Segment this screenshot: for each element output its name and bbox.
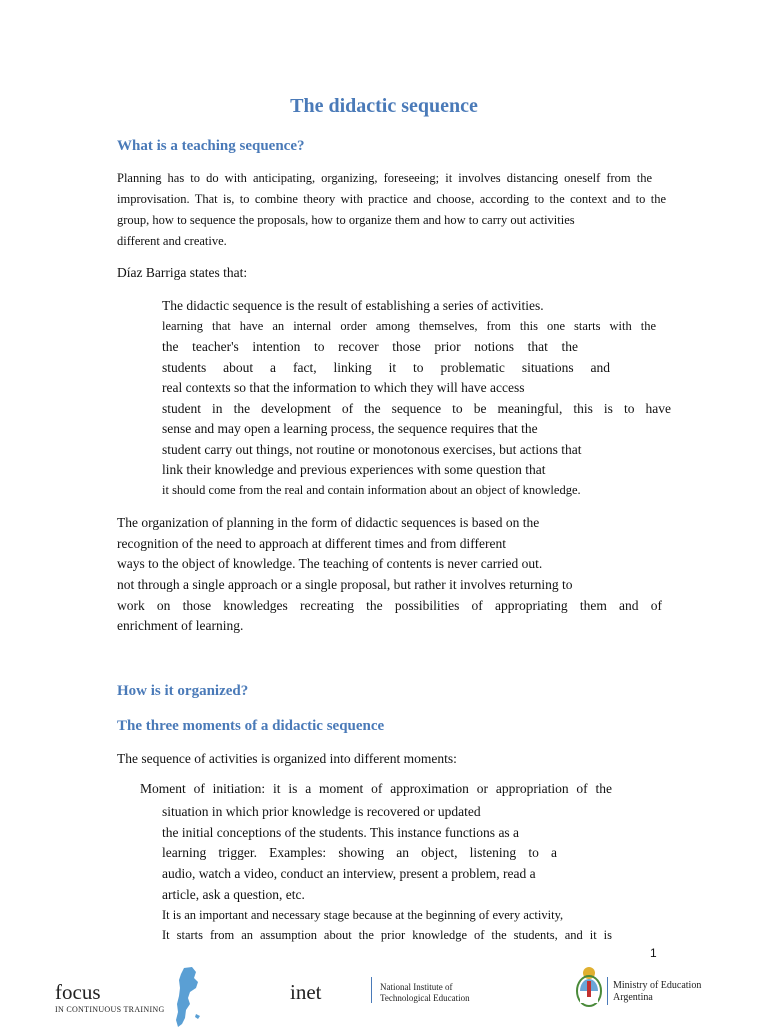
moment-line: audio, watch a video, conduct an interview, present a problem, read a — [162, 866, 536, 881]
inet-name — [380, 982, 470, 1004]
quote-line: real contexts so that the information to which they will have access — [162, 380, 525, 395]
section-heading-teaching-sequence: What is a teaching sequence? — [117, 138, 305, 154]
quote-line: learning that have an internal order among themselves, from this one starts with the — [162, 319, 656, 333]
quote-line: the teacher's intention to recover those prior notions that the — [162, 339, 578, 354]
paragraph-line: work on those knowledges recreating the possibilities of appropriating them and of — [117, 598, 662, 613]
ministry-name-line: Ministry of Education — [613, 980, 702, 991]
paragraph-line: not through a single approach or a single proposal, but rather it involves returning to — [117, 577, 573, 592]
paragraph-line: enrichment of learning. — [117, 618, 244, 633]
focus-tagline: IN CONTINUOUS TRAINING — [55, 1005, 165, 1014]
moment-line: article, ask a question, etc. — [162, 887, 305, 902]
paragraph-line: Planning has to do with anticipating, organizing, foreseeing; it involves distancing oneself from the — [117, 171, 652, 185]
moment-line: It starts from an assumption about the prior knowledge of the students, and it is — [162, 928, 612, 942]
document-title: The didactic sequence — [290, 95, 478, 117]
paragraph-line: group, how to sequence the proposals, how to organize them and how to carry out activities — [117, 213, 575, 227]
paragraph-line: ways to the object of knowledge. The teaching of contents is never carried out. — [117, 556, 543, 571]
ministry-name-line: Argentina — [613, 992, 653, 1003]
argentina-map-icon — [170, 966, 204, 1028]
moments-intro: The sequence of activities is organized into different moments: — [117, 751, 457, 766]
section-heading-how-organized: How is it organized? — [117, 683, 249, 699]
moment-line: It is an important and necessary stage because at the beginning of every activity, — [162, 908, 564, 922]
diaz-intro: Díaz Barriga states that: — [117, 265, 248, 280]
inet-name-line: National Institute of — [380, 982, 453, 992]
quote-line: it should come from the real and contain information about an object of knowledge. — [162, 483, 581, 497]
moment-line: situation in which prior knowledge is recovered or updated — [162, 804, 481, 819]
page-number: 1 — [650, 946, 657, 960]
paragraph-line: The organization of planning in the form of didactic sequences is based on the — [117, 515, 540, 530]
divider — [607, 977, 608, 1005]
moment-line: the initial conceptions of the students. This instance functions as a — [162, 825, 520, 840]
inet-logo: inet — [290, 980, 322, 1004]
quote-line: link their knowledge and previous experiences with some question that — [162, 462, 546, 477]
paragraph-line: improvisation. That is, to combine theory with practice and choose, according to the context and to the — [117, 192, 666, 206]
inet-name-line: Technological Education — [380, 993, 470, 1003]
quote-line: sense and may open a learning process, the sequence requires that the — [162, 421, 538, 436]
focus-logo: focus — [55, 980, 101, 1004]
paragraph-line: different and creative. — [117, 234, 227, 248]
paragraph-line: recognition of the need to approach at different times and from different — [117, 536, 506, 551]
divider — [371, 977, 372, 1003]
section-heading-three-moments: The three moments of a didactic sequence — [117, 718, 385, 734]
quote-line: student in the development of the sequence to be meaningful, this is to have — [162, 401, 671, 416]
quote-line: The didactic sequence is the result of establishing a series of activities. — [162, 298, 544, 313]
quote-line: students about a fact, linking it to problematic situations and — [162, 360, 610, 375]
moment-line: learning trigger. Examples: showing an object, listening to a — [162, 845, 557, 860]
coat-of-arms-icon — [573, 965, 605, 1009]
ministry-name — [613, 980, 701, 1004]
quote-line: student carry out things, not routine or monotonous exercises, but actions that — [162, 442, 582, 457]
moment-line: Moment of initiation: it is a moment of approximation or appropriation of the — [140, 781, 612, 796]
